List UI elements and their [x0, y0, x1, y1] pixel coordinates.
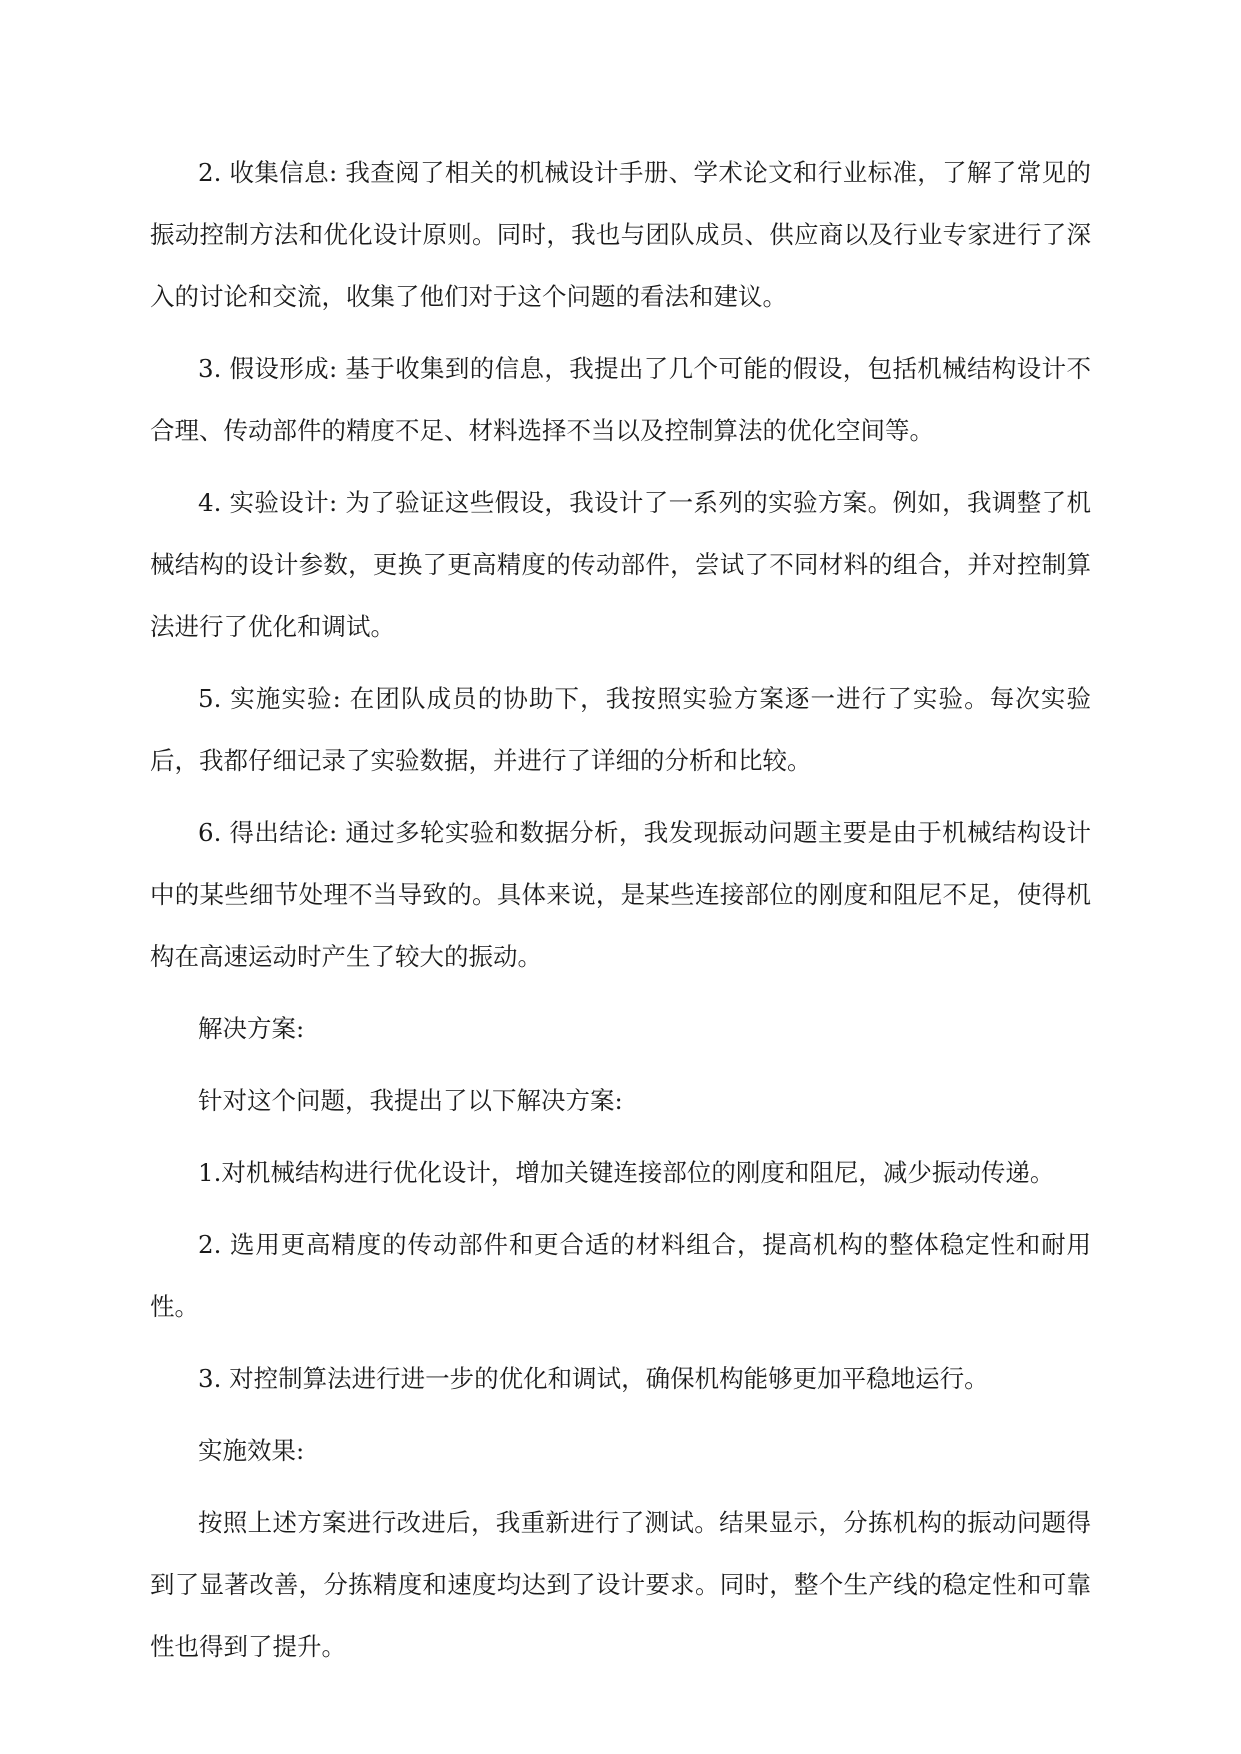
heading-results: 实施效果: — [198, 1436, 305, 1465]
paragraph-results: 按照上述方案进行改进后，我重新进行了测试。结果显示，分拣机构的振动问题得到了显著改善，分拣精度和速度均达到了设计要求。同时，整个生产线的稳定性和可靠性也得到了提升。 — [150, 1508, 1091, 1661]
list-item-solution-2: 2. 选用更高精度的传动部件和更合适的材料组合，提高机构的整体稳定性和耐用性。 — [150, 1230, 1091, 1321]
paragraph-hypothesis: 3. 假设形成: 基于收集到的信息，我提出了几个可能的假设，包括机械结构设计不合理、传动部件的精度不足、材料选择不当以及控制算法的优化空间等。 — [150, 354, 1091, 445]
list-item-solution-1: 1.对机械结构进行优化设计，增加关键连接部位的刚度和阻尼，减少振动传递。 — [198, 1158, 1055, 1187]
paragraph-run-experiment: 5. 实施实验: 在团队成员的协助下，我按照实验方案逐一进行了实验。每次实验后，我都仔细记录了实验数据，并进行了详细的分析和比较。 — [150, 684, 1091, 775]
paragraph-collect-info: 2. 收集信息: 我查阅了相关的机械设计手册、学术论文和行业标准，了解了常见的振动控制方法和优化设计原则。同时，我也与团队成员、供应商以及行业专家进行了深入的讨论和交流，收集了他们对于这个问题的看法和建议。 — [150, 158, 1091, 311]
list-item-solution-3: 3. 对控制算法进行进一步的优化和调试，确保机构能够更加平稳地运行。 — [198, 1364, 989, 1393]
document-body — [150, 142, 1091, 1688]
paragraph-experiment-design: 4. 实验设计: 为了验证这些假设，我设计了一系列的实验方案。例如，我调整了机械结构的设计参数，更换了更高精度的传动部件，尝试了不同材料的组合，并对控制算法进行了优化和调试。 — [150, 488, 1091, 641]
paragraph-solution-intro: 针对这个问题，我提出了以下解决方案: — [198, 1086, 623, 1115]
paragraph-conclusion: 6. 得出结论: 通过多轮实验和数据分析，我发现振动问题主要是由于机械结构设计中的某些细节处理不当导致的。具体来说，是某些连接部位的刚度和阻尼不足，使得机构在高速运动时产生了较大的振动。 — [150, 818, 1091, 971]
heading-solution: 解决方案: — [198, 1014, 305, 1043]
